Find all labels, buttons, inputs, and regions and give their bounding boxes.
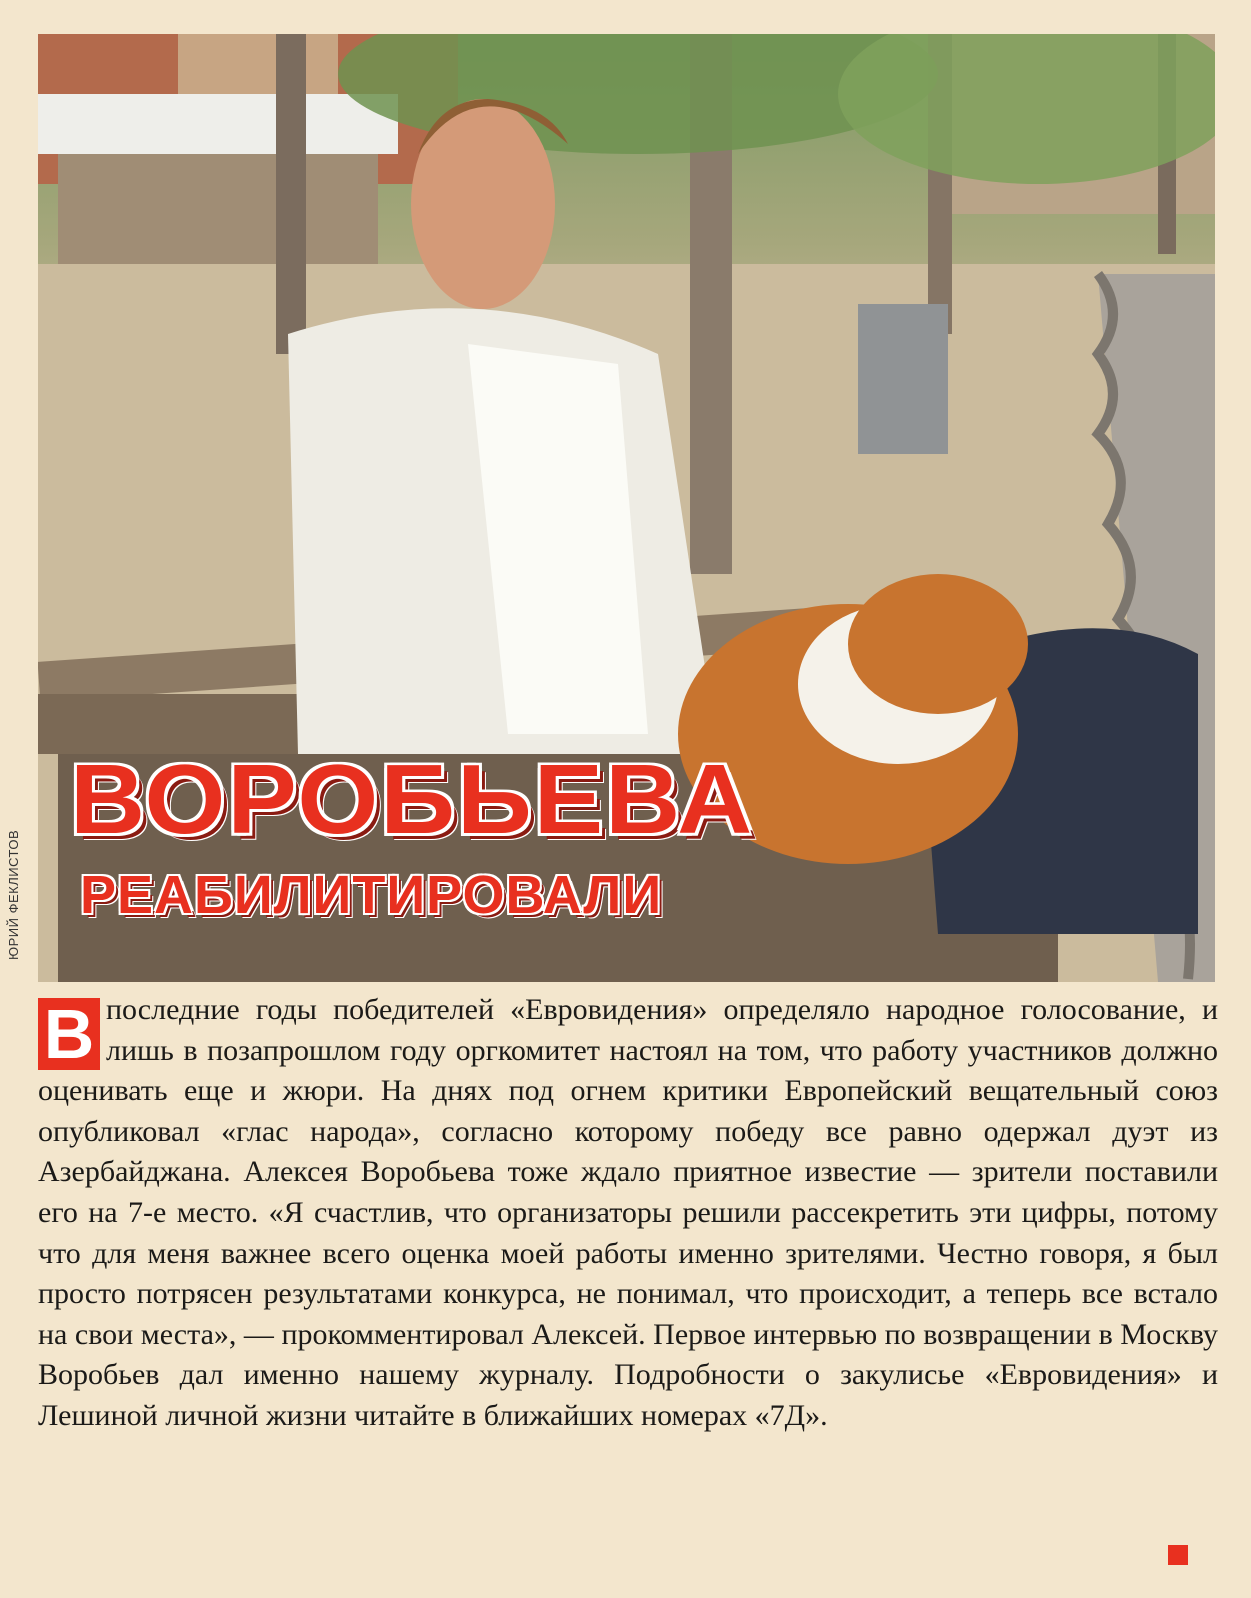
article-text: последние годы победителей «Евровидения» определяло народное голосование, и лишь в позапрошлом году оргкомитет настоял на том, что работу участников должно оценивать еще и жюри. На днях под огнем критики Европейский вещательный союз опубликовал «глас народа», согласно которому победу все равно одержал дуэт из Азербайджана. Алексея Воробьева тоже ждало приятное известие — зрители поставили его на 7-е место. «Я счастлив, что организаторы решили рассекретить эти цифры, потому что для меня важнее всего оценка моей работы именно зрителями. Честно говоря, я был просто потрясен результатами конкурса, не понимал, что происходит, а теперь все встало на свои места», — прокомментировал Алексей. Первое интервью по возвращении в Москву Воробьев дал именно нашему журналу. Подробности о закулисье «Евровидения» и Лешиной личной жизни читайте в ближайших номерах «7Д». bbox=[38, 993, 1218, 1432]
tree-trunk bbox=[276, 34, 306, 354]
headline-line2: РЕАБИЛИТИРОВАЛИ bbox=[80, 865, 663, 925]
awning bbox=[38, 94, 398, 154]
article-body bbox=[38, 990, 1218, 1437]
dog-head bbox=[848, 574, 1028, 714]
headline bbox=[70, 744, 970, 925]
tree-foliage bbox=[838, 34, 1215, 184]
end-mark bbox=[1168, 1545, 1188, 1565]
cafe-terrace bbox=[58, 154, 378, 274]
headline-line1: ВОРОБЬЕВА bbox=[70, 744, 755, 856]
drop-cap: В bbox=[38, 998, 100, 1070]
photo-credit: ЮРИЙ ФЕКЛИСТОВ bbox=[6, 829, 21, 960]
trash-bin bbox=[858, 304, 948, 454]
